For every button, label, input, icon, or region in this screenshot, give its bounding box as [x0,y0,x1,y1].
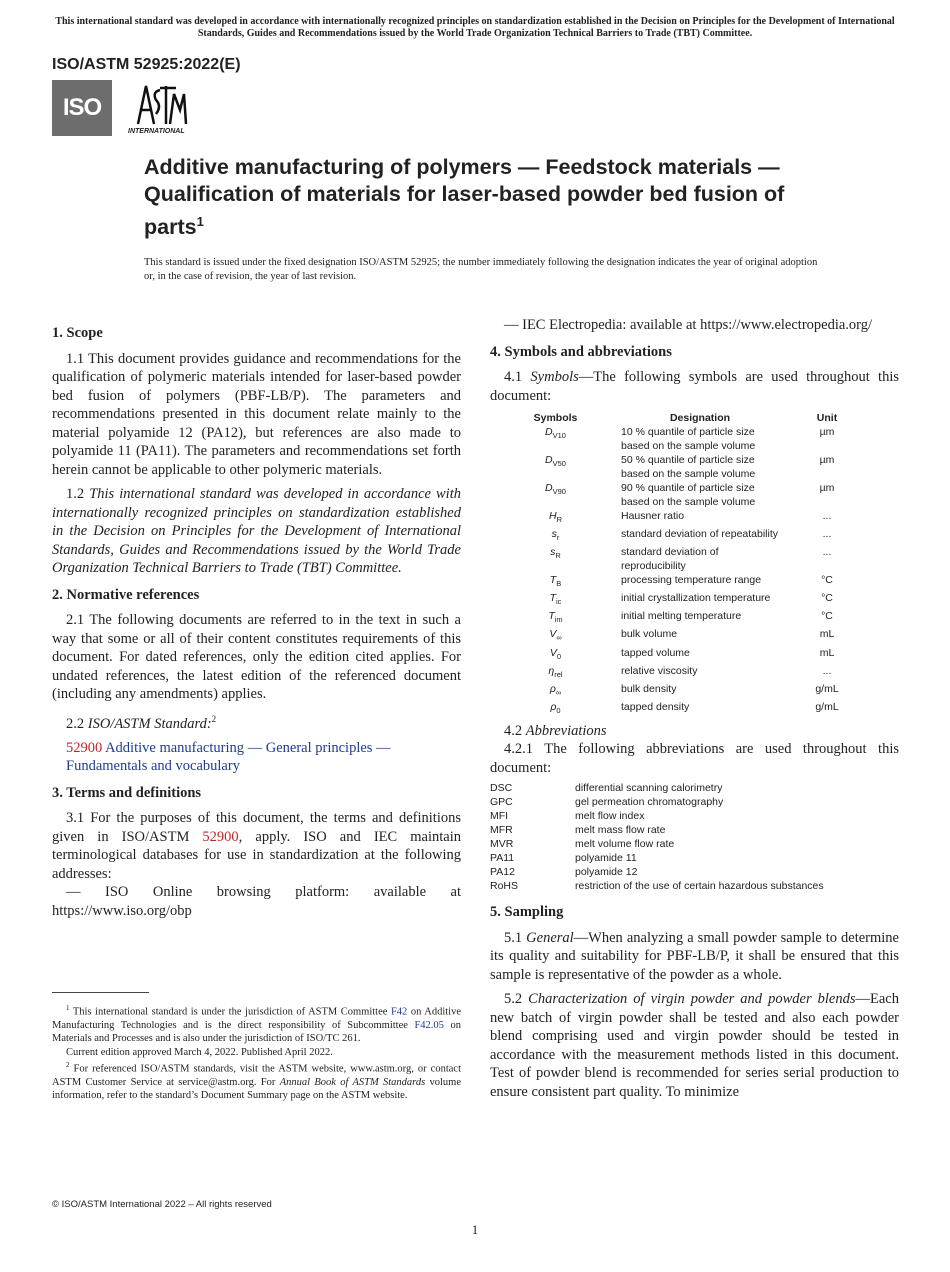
symbol-cell [490,453,621,481]
abbreviations-4-2-1: 4.2.1 The following abbreviations are used throughout this document: [490,741,899,776]
symbol-subscript: V10 [552,431,566,441]
symbol-row [490,627,875,645]
symbol-cell [490,545,621,573]
sampling-5-2-label: Characterization of virgin powder and powder blends [528,991,856,1008]
symbol-cell [490,509,621,527]
symbol-letter: ρ [550,700,557,713]
symbol-row [490,453,875,481]
title-text: Additive manufacturing of polymers — Feedstock materials — Qualification of materials for laser-based powder bed fusion of parts [144,155,785,240]
iso-obp-entry: — ISO Online browsing platform: available at https://www.iso.org/obp [52,884,461,919]
unit-cell: µm [819,454,835,466]
abbreviation-value: melt volume flow rate [575,838,675,851]
f42-link[interactable]: F42 [390,1006,408,1018]
scope-1-1: 1.1 This document provides guidance and recommendations for the qualification of polymeric materials intended for laser-based powder bed fusion of polymers (PBF-LB/P). The parameters and recommendations presented in this document relate mainly to the material polyamide 12 (PA12), but references are also made to polyamide 11 (PA11). The parameters and recommendations set forth herein cannot be applicable to other polymeric materials. [52,350,461,478]
symbol-cell [490,700,621,718]
issued-note: This standard is issued under the fixed designation ISO/ASTM 52925; the number immediately following the designation indicates the year of original adoption or, in the case of revision, the year of last revision. [144,257,818,282]
abbreviation-key: DSC [490,782,513,795]
scope-1-2-num: 1.2 [66,486,85,502]
abbreviation-value: melt flow index [575,810,645,823]
unit-cell: °C [821,574,833,587]
symbol-subscript: V50 [552,459,566,469]
symbols-table-header [490,411,875,425]
symbol-subscript: im [554,615,563,625]
abbreviation-row [490,809,899,823]
abbreviation-key: PA11 [490,852,515,865]
right-column [490,316,899,1107]
symbol-letter: D [545,454,553,466]
document-title [144,154,824,241]
symbol-cell [490,591,621,609]
unit-cell: ... [822,546,832,559]
standard-designation: ISO/ASTM 52925:2022(E) [52,56,241,73]
symbol-row [490,481,875,509]
symbol-letter: D [545,426,553,438]
abbreviations-4-2-label: Abbreviations [525,722,607,739]
symbol-cell [490,527,621,545]
abbreviation-key: MVR [490,838,514,851]
symbol-letter: ρ [549,682,556,695]
abbreviation-key: RoHS [490,880,519,893]
symbols-4-1-num: 4.1 [504,369,523,385]
abbreviation-row [490,879,899,893]
designation-cell: initial melting temperature [621,610,742,623]
symbol-row [490,700,875,718]
symbol-subscript: ∞ [555,687,562,697]
abbreviations-4-2 [490,722,899,741]
abbreviations-4-2-num: 4.2 [504,722,523,739]
symbol-subscript: R [556,515,562,525]
symbol-cell [490,664,621,682]
reference-52900[interactable] [52,739,461,776]
symbol-row [490,591,875,609]
symbol-subscript: B [556,579,562,589]
symbol-letter: H [548,510,557,522]
abbreviation-value: polyamide 12 [575,866,638,879]
unit-cell: µm [819,482,835,494]
unit-cell: µm [819,426,835,438]
terms-3-1-text-b: , apply. ISO and IEC maintain terminological databases for use in standardization at the following addresses: [52,828,461,882]
designation-cell: 10 % quantile of particle size based on the sample volume [621,426,756,452]
symbol-cell [490,573,621,591]
astm-emblem-icon [126,80,190,128]
symbol-row [490,573,875,591]
symbol-cell [490,425,621,453]
symbol-subscript: ic [556,597,562,607]
designation-cell: Hausner ratio [621,510,685,522]
terms-52900-link[interactable]: 52900 [202,828,239,845]
normative-2-2-label: ISO/ASTM Standard: [87,715,212,732]
abbreviation-row [490,837,899,851]
symbol-row [490,646,875,664]
unit-cell: mL [819,646,835,659]
symbol-subscript: 0 [556,705,561,715]
unit-cell: mL [819,628,835,641]
designation-cell: processing temperature range [621,574,762,587]
symbol-row [490,425,875,453]
symbol-letter: V [549,628,557,641]
sampling-5-1-text: —When analyzing a small powder sample to determine its quality and suitability for PBF-LB/P, it shall be ensured that this sample is representative of the powder as a whole. [490,929,899,983]
symbol-letter: D [545,482,553,494]
designation-cell: 90 % quantile of particle size based on the sample volume [621,482,756,508]
abbreviation-key: PA12 [490,866,515,879]
abbreviation-value: differential scanning calorimetry [575,782,723,795]
symbol-subscript: ∞ [556,633,562,643]
abbreviation-row [490,781,899,795]
sampling-5-1-num: 5.1 [504,929,523,946]
section-heading-scope: 1. Scope [52,325,103,341]
symbol-row [490,609,875,627]
iec-electropedia-entry: — IEC Electropedia: available at https://www.electropedia.org/ [504,317,873,333]
footnote-1-marker: 1 [66,1004,70,1012]
footnote-divider [52,992,149,993]
scope-1-2-text: This international standard was developed in accordance with internationally recognized principles on standardization established in the Decision on Principles for the Development of International Standards, Guides and Recommendations issued by the World Trade Organization Technical Barriers to Trade (TBT) Committee. [52,486,461,576]
unit-cell: °C [821,610,833,623]
symbol-letter: V [549,646,557,659]
designation-cell: bulk volume [621,628,678,641]
footnote-1-text-b: on Additive Manufacturing Technologies and is the direct responsibility of Subcommittee [52,1006,462,1031]
symbol-subscript: rel [554,669,563,679]
footnote-1-text-c: on Materials and Processes and is also under the jurisdiction of ISO/TC 261. [52,1019,461,1045]
col-symbols: Symbols [533,412,578,424]
symbol-cell [490,646,621,664]
designation-cell: relative viscosity [621,664,698,677]
normative-2-1: 2.1 The following documents are referred to in the text in such a way that some or all of their content constitutes requirements of this document. For dated references, only the edition cited applies. For undated references, the latest edition of the referenced document (including any amendments) applies. [52,612,461,702]
unit-cell: g/mL [815,700,839,713]
unit-cell: ... [822,528,832,541]
scope-1-2 [52,485,461,578]
unit-cell: ... [822,510,832,522]
symbol-row [490,664,875,682]
sampling-5-1 [490,929,899,985]
abbreviation-key: MFI [490,810,509,823]
col-unit: Unit [816,412,838,424]
symbols-4-1 [490,368,899,405]
unit-cell: ... [822,664,832,677]
symbol-letter: T [549,574,557,587]
title-footnote-marker: 1 [196,214,204,229]
unit-cell: °C [821,592,833,605]
page-number: 1 [471,1222,479,1237]
reference-number-link[interactable]: 52900 [66,739,103,756]
designation-cell: bulk density [621,682,677,695]
symbol-cell [490,481,621,509]
symbol-subscript: 0 [556,651,562,661]
symbols-4-1-text: —The following symbols are used throughout this document: [490,369,900,404]
approval-note: Current edition approved March 4, 2022. Published April 2022. [66,1046,333,1058]
footnote-2-text-b: volume information, refer to the standard’s Document Summary page on the ASTM website. [52,1077,461,1102]
abbreviation-row [490,851,899,865]
astm-logo [126,80,190,138]
sampling-5-2-num: 5.2 [504,991,523,1008]
normative-2-2-sup: 2 [211,713,217,724]
iso-logo [52,80,112,136]
copyright: © ISO/ASTM International 2022 – All rights reserved [52,1199,272,1210]
abbreviation-value: restriction of the use of certain hazardous substances [575,880,824,893]
astm-logo-label: INTERNATIONAL [128,128,185,135]
abbreviation-row [490,823,899,837]
section-heading-symbols: 4. Symbols and abbreviations [490,343,672,360]
designation-cell: standard deviation of reproducibility [621,546,719,573]
footnote-2-italic: Annual Book of ASTM Standards [279,1077,426,1089]
sampling-5-2-text: —Each new batch of virgin powder shall be tested and also each powder blend comprising used and virgin powder should be tested in accordance with the measurement methods listed in this document. Test of powder blend is recommended for series serial production to ensure consistent part quality. To minimize [490,991,899,1100]
symbol-cell [490,682,621,700]
abbreviation-row [490,865,899,879]
symbol-subscript: V90 [552,487,566,497]
sampling-5-2 [490,990,899,1101]
symbol-letter: T [549,592,556,605]
section-heading-sampling: 5. Sampling [490,904,564,921]
designation-cell: 50 % quantile of particle size based on the sample volume [621,454,756,480]
symbol-letter: η [548,664,555,677]
terms-3-1 [52,809,461,883]
designation-cell: initial crystallization temperature [621,592,771,605]
symbol-cell [490,609,621,627]
symbols-table [490,411,875,718]
abbreviation-value: melt mass flow rate [575,824,666,837]
symbols-4-1-label: Symbols [530,369,579,385]
abbreviation-key: GPC [490,796,513,809]
designation-cell: tapped density [621,700,690,713]
footnotes [52,1002,461,1103]
sampling-5-1-label: General [526,929,574,946]
tbt-notice: This international standard was developed in accordance with internationally recognized principles on standardization established in the Decision on Principles for the Development of International Standards, Guides and Recommendations issued by the World Trade Organization Technical Barriers to Trade (TBT) Committee. [55,16,895,39]
footnote-2 [52,1059,461,1103]
left-column [52,316,461,926]
footnote-2-text-a: For referenced ISO/ASTM standards, visit the ASTM website, www.astm.org, or contact ASTM Customer Service at service@astm.org. For [52,1063,461,1089]
symbol-subscript: r [556,533,560,543]
col-designation: Designation [669,412,731,424]
symbol-row [490,527,875,545]
abbreviation-value: polyamide 11 [575,852,637,865]
symbol-row [490,509,875,527]
designation-cell: standard deviation of repeatability [621,528,779,541]
normative-2-2 [52,710,461,733]
symbol-letter: s [550,546,556,559]
designation-cell: tapped volume [621,646,690,659]
abbreviation-value: gel permeation chromatography [575,796,724,809]
section-heading-normative: 2. Normative references [52,586,200,603]
terms-3-1-text-a: 3.1 For the purposes of this document, the terms and definitions given in ISO/ASTM [52,810,461,845]
reference-title-link[interactable]: Additive manufacturing — General principles — Fundamentals and vocabulary [66,739,391,775]
f42-05-link[interactable]: F42.05 [414,1019,444,1031]
symbol-subscript: R [555,551,561,561]
symbol-row [490,545,875,573]
symbol-cell [490,627,621,645]
abbreviation-key: MFR [490,824,513,837]
normative-2-2-num: 2.2 [66,715,85,732]
footnote-1 [52,1002,461,1046]
iso-logo-text: ISO [62,94,102,121]
footnote-2-marker: 2 [66,1061,70,1070]
abbreviations-list [490,781,899,893]
section-heading-terms: 3. Terms and definitions [52,784,202,801]
abbreviation-row [490,795,899,809]
symbol-letter: T [548,610,555,623]
footnote-1-text-a: This international standard is under the jurisdiction of ASTM Committee [72,1006,391,1018]
symbol-letter: s [551,528,557,541]
symbol-row [490,682,875,700]
unit-cell: g/mL [815,682,839,695]
